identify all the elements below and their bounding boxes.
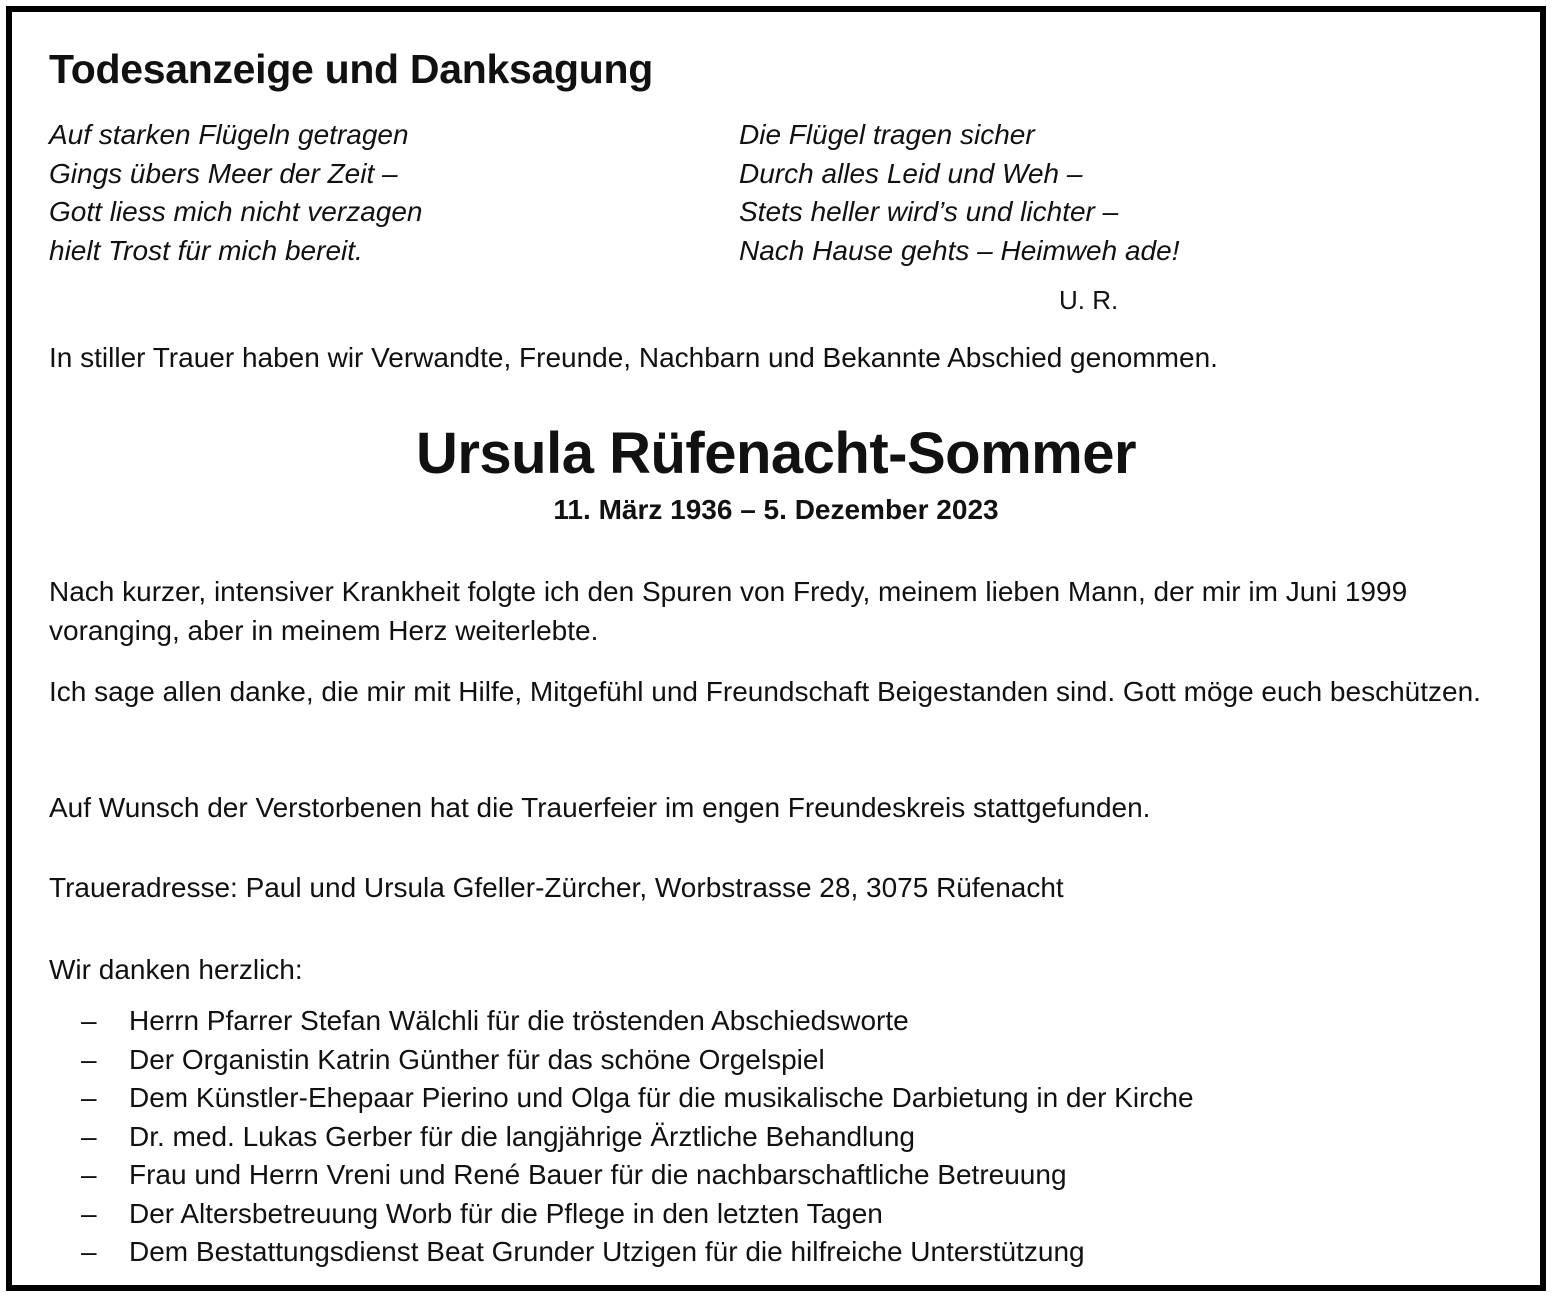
poem-line: Durch alles Leid und Weh –: [739, 157, 1083, 189]
life-dates: 11. März 1936 – 5. Dezember 2023: [553, 494, 999, 525]
bullet-dash: –: [81, 1082, 97, 1113]
poem-line: Gings übers Meer der Zeit –: [49, 157, 398, 189]
bullet-dash: –: [81, 1120, 97, 1152]
list-item-text: Dem Bestattungsdienst Beat Grunder Utzigen für die hilfreiche Unterstützung: [129, 1236, 1085, 1267]
poem-right-stanza: [739, 116, 1179, 270]
bullet-dash: –: [81, 1197, 97, 1229]
list-item-text: Dr. med. Lukas Gerber für die langjährige Ärztliche Behandlung: [129, 1120, 915, 1152]
intro-text: In stiller Trauer haben wir Verwandte, Freunde, Nachbarn und Bekannte Abschied genommen.: [49, 342, 1218, 373]
poem-line: Die Flügel tragen sicher: [739, 119, 1035, 150]
bullet-dash: –: [81, 1236, 97, 1267]
list-item-text: Der Organistin Katrin Günther für das schöne Orgelspiel: [129, 1043, 825, 1075]
poem-left-stanza: [49, 116, 423, 270]
list-item-text: Frau und Herrn Vreni und René Bauer für die nachbarschaftliche Betreuung: [129, 1159, 1067, 1190]
mourning-address: Traueradresse: Paul und Ursula Gfeller-Zürcher, Worbstrasse 28, 3075 Rüfenacht: [49, 872, 1064, 903]
obituary-notice: [6, 6, 1546, 1291]
thanks-intro: Wir danken herzlich:: [49, 954, 303, 985]
bullet-dash: –: [81, 1005, 97, 1036]
poem-line: Auf starken Flügeln getragen: [49, 119, 409, 150]
poem-line: Nach Hause gehts – Heimweh ade!: [739, 234, 1180, 266]
poem-line: Gott liess mich nicht verzagen: [49, 196, 423, 227]
poem-line: hielt Trost für mich bereit.: [49, 234, 363, 266]
paragraph-ceremony: Auf Wunsch der Verstorbenen hat die Trauerfeier im engen Freundeskreis stattgefunden.: [49, 792, 1151, 823]
notice-heading: Todesanzeige und Danksagung: [49, 46, 653, 92]
list-item-text: Herrn Pfarrer Stefan Wälchli für die tröstenden Abschiedsworte: [129, 1005, 909, 1036]
bullet-dash: –: [81, 1159, 97, 1190]
list-item-text: Dem Künstler-Ehepaar Pierino und Olga für die musikalische Darbietung in der Kirche: [129, 1082, 1194, 1113]
deceased-name: Ursula Rüfenacht-Sommer: [415, 421, 1137, 486]
poem-line: Stets heller wird’s und lichter –: [739, 196, 1119, 227]
list-item-text: Der Altersbetreuung Worb für die Pflege in den letzten Tagen: [129, 1197, 883, 1229]
bullet-dash: –: [81, 1043, 97, 1075]
paragraph-thanks: Ich sage allen danke, die mir mit Hilfe, Mitgefühl und Freundschaft Beigestanden sind. Gott möge euch beschützen.: [49, 676, 1481, 707]
paragraph-illness: Nach kurzer, intensiver Krankheit folgte ich den Spuren von Fredy, meinem lieben Mann, der mir im Juni 1999 voranging, aber in meinem Herz weiterlebte.: [49, 576, 1408, 646]
poem-initials: U. R.: [1059, 285, 1119, 315]
